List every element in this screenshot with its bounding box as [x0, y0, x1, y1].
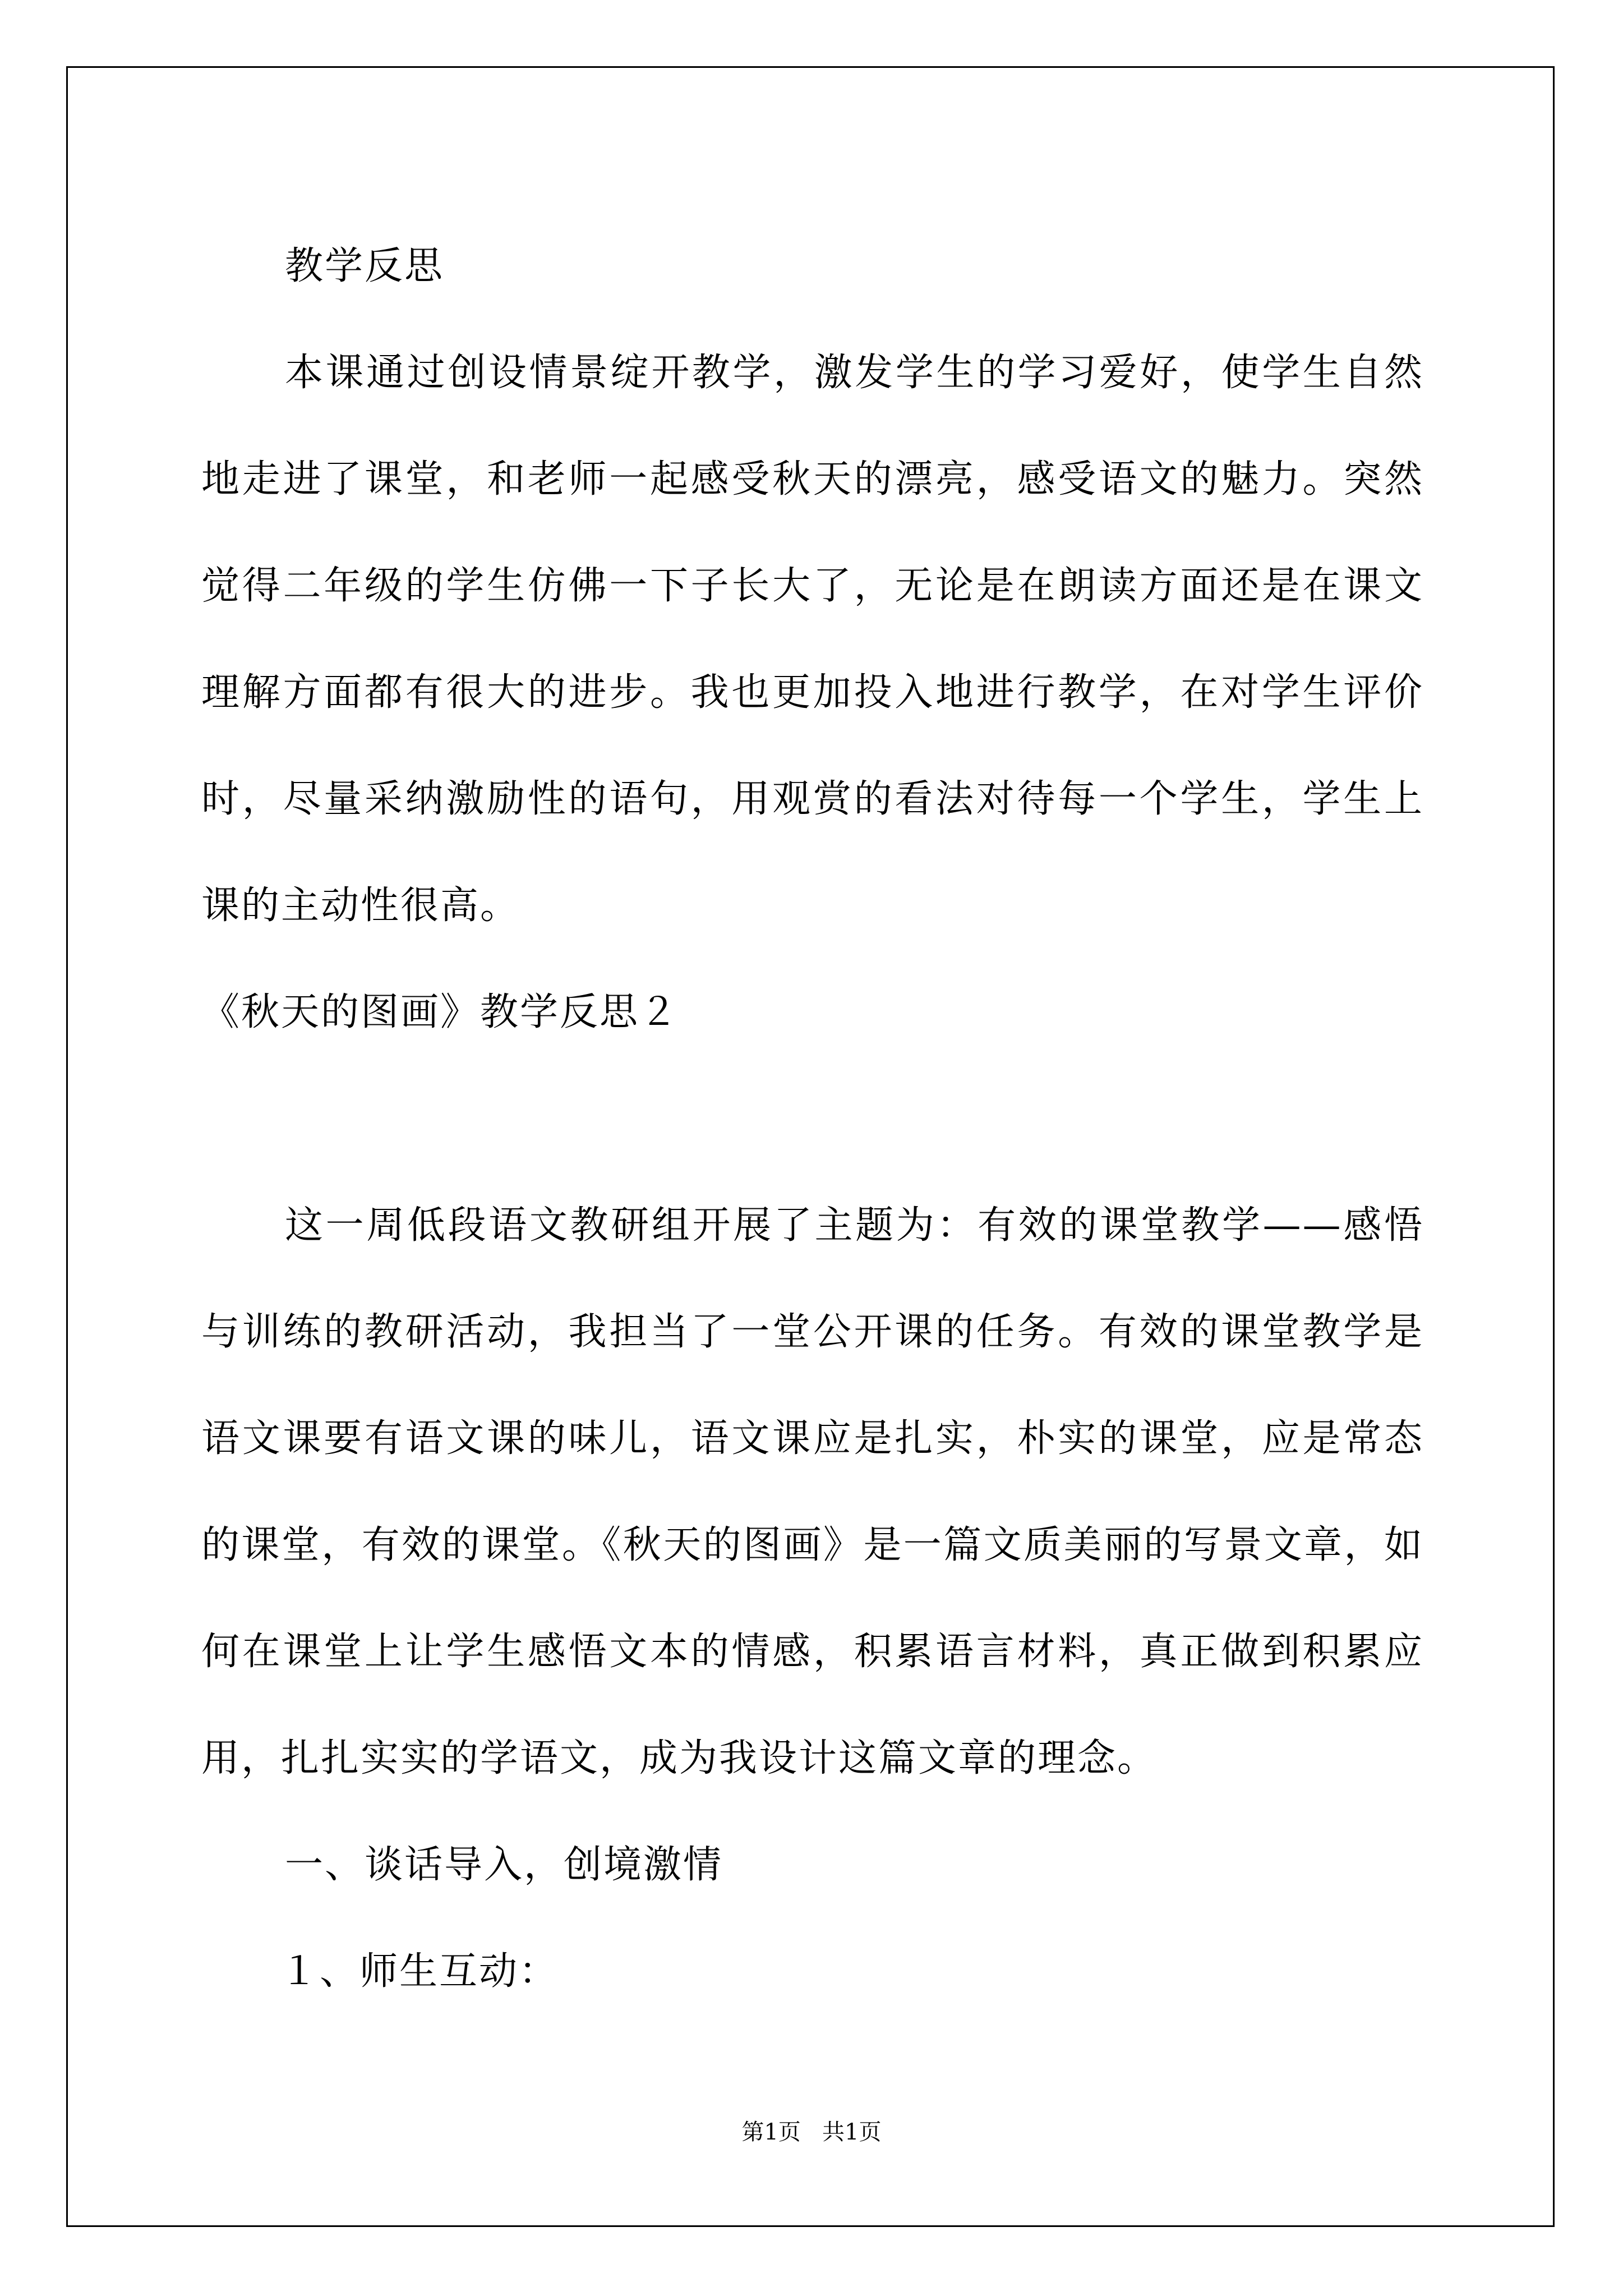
- paragraph-heading-reflection: 教学反思: [285, 244, 445, 288]
- page-number: 第1页 共1页: [741, 2119, 882, 2145]
- page-footer: [0, 2118, 1623, 2146]
- subheading-introduction: 一、谈话导入，创境激情: [285, 1843, 723, 1887]
- section-title: 《秋天的图画》教学反思２: [201, 990, 680, 1034]
- paragraph-reflection-body: 本课通过创设情景绽开教学，激发学生的学习爱好，使学生自然地走进了课堂，和老师一起感受秋天的漂亮，感受语文的魅力。突然觉得二年级的学生仿佛一下子长大了，无论是在朗读方面还是在课文理解方面都有很大的进步。我也更加投入地进行教学，在对学生评价时，尽量采纳激励性的语句，用观赏的看法对待每一个学生，学生上课的主动性很高。: [201, 351, 1424, 928]
- paragraph-research-activity: 这一周低段语文教研组开展了主题为：有效的课堂教学——感悟与训练的教研活动，我担当了一堂公开课的任务。有效的课堂教学是语文课要有语文课的味儿，语文课应是扎实，朴实的课堂，应是常态的课堂，有效的课堂。《秋天的图画》是一篇文质美丽的写景文章，如何在课堂上让学生感悟文本的情感，积累语言材料，真正做到积累应用，扎扎实实的学语文，成为我设计这篇文章的理念。: [201, 1203, 1424, 1780]
- document-body: [201, 213, 1424, 2025]
- list-item-teacher-student-interaction: １、师生互动：: [280, 1949, 559, 1994]
- blank-line: [201, 1066, 1424, 1172]
